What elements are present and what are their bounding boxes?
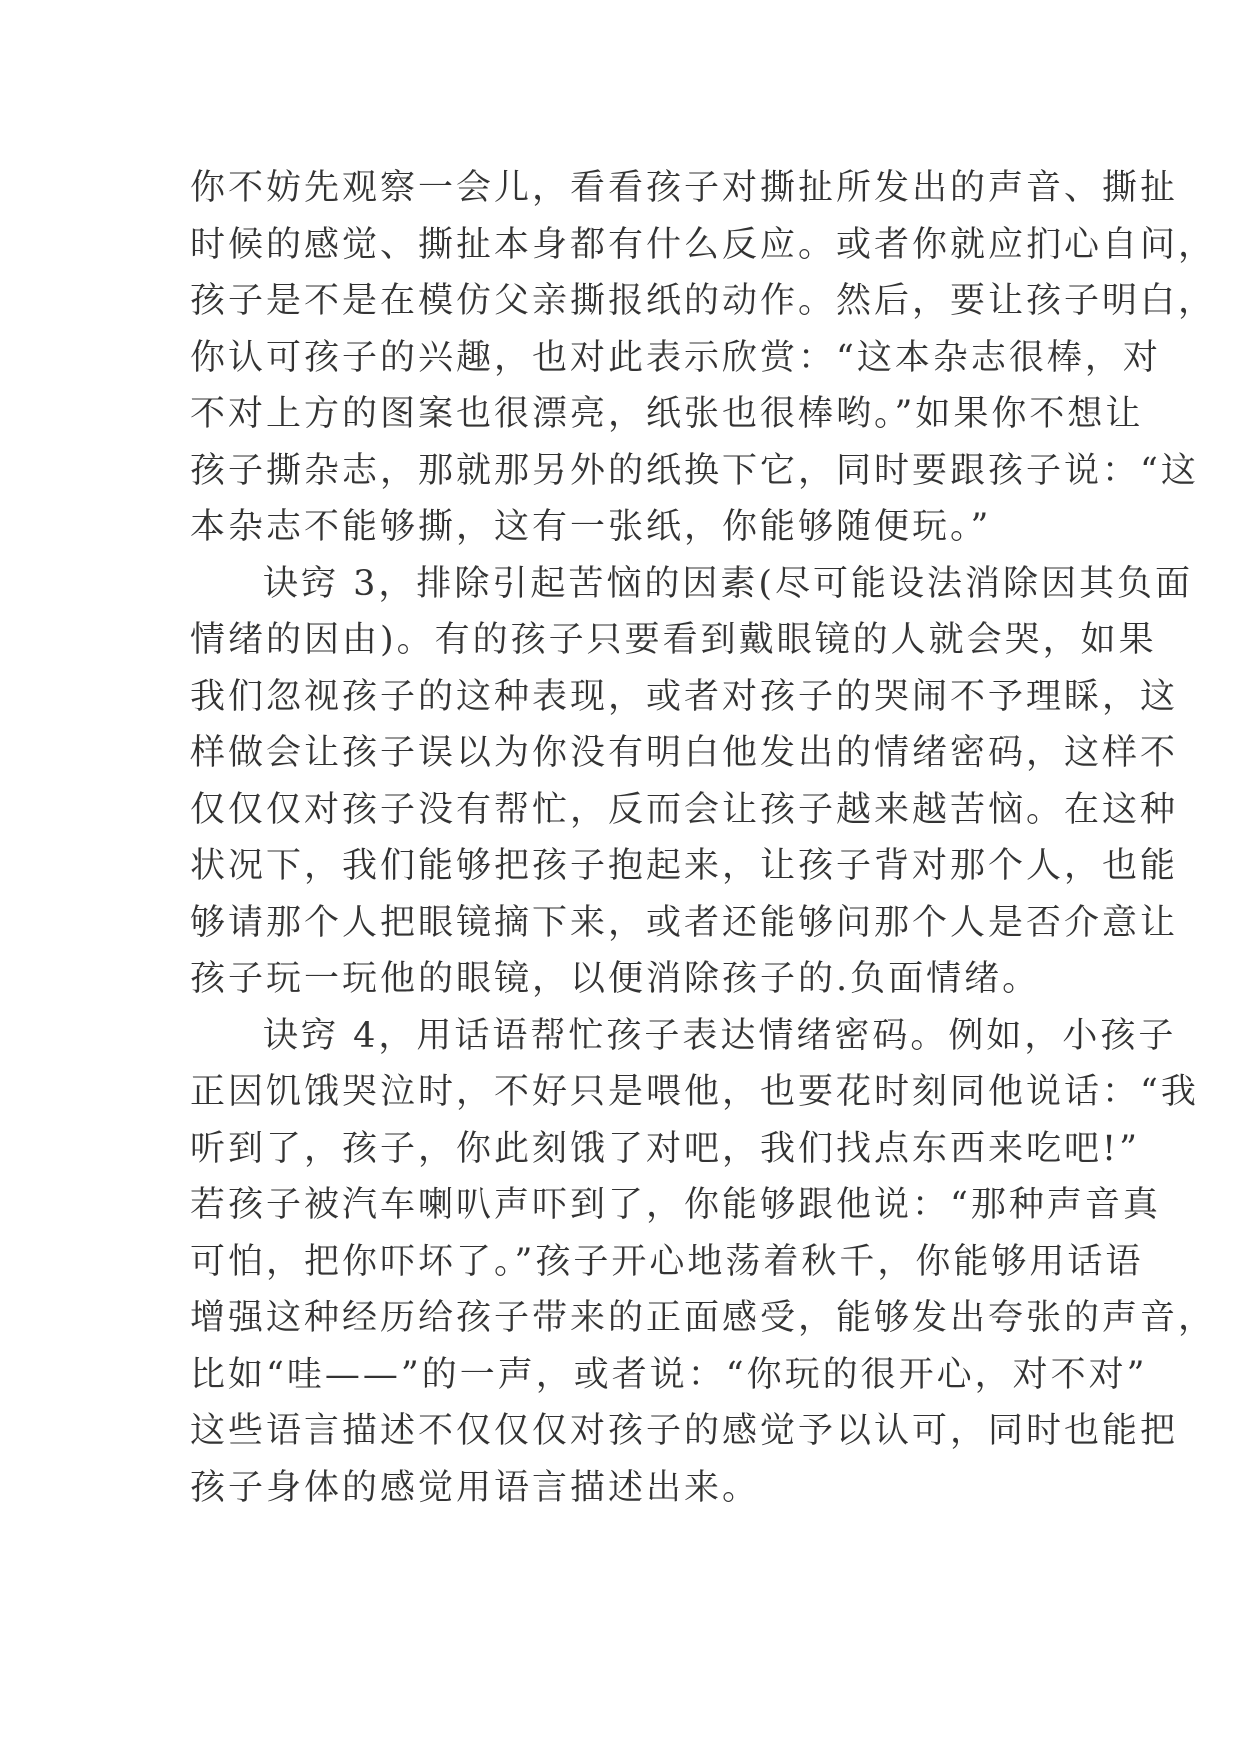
text-line: 时候的感觉、撕扯本身都有什么反应。或者你就应扪心自问， (190, 224, 1217, 265)
text-line: 不对上方的图案也很漂亮，纸张也很棒哟。”如果你不想让 (190, 394, 1144, 434)
text-line: 比如“哇——”的一声，或者说：“你玩的很开心，对不对” (190, 1354, 1148, 1395)
text-line: 我们忽视孩子的这种表现，或者对孩子的哭闹不予理睬，这 (190, 676, 1179, 717)
text-line: 孩子玩一玩他的眼镜，以便消除孩子的.负面情绪。 (190, 959, 1041, 999)
text-line: 孩子身体的感觉用语言描述出来。 (190, 1467, 761, 1508)
text-line: 增强这种经历给孩子带来的正面感受，能够发出夸张的声音， (190, 1298, 1217, 1338)
text-line: 诀窍 3，排除引起苦恼的因素(尽可能设法消除因其负面 (263, 563, 1194, 604)
text-line: 孩子撕杂志，那就那另外的纸换下它，同时要跟孩子说：“这 (190, 450, 1199, 491)
text-line: 若孩子被汽车喇叭声吓到了，你能够跟他说：“那种声音真 (190, 1185, 1161, 1225)
text-line: 本杂志不能够撕，这有一张纸，你能够随便玩。” (190, 507, 992, 547)
text-line: 这些语言描述不仅仅仅对孩子的感觉予以认可，同时也能把 (190, 1411, 1179, 1451)
text-line: 听到了，孩子，你此刻饿了对吧，我们找点东西来吃吧!” (190, 1128, 1140, 1169)
body-text (190, 160, 1217, 1516)
text-line: 诀窍 4，用话语帮忙孩子表达情绪密码。例如，小孩子 (263, 1015, 1177, 1056)
text-line: 正因饥饿哭泣时，不好只是喂他，也要花时刻同他说话：“我 (190, 1072, 1199, 1112)
text-line: 情绪的因由)。有的孩子只要看到戴眼镜的人就会哭，如果 (190, 620, 1157, 660)
text-line: 你不妨先观察一会儿，看看孩子对撕扯所发出的声音、撕扯 (190, 168, 1179, 208)
text-line: 你认可孩子的兴趣，也对此表示欣赏：“这本杂志很棒，对 (190, 337, 1161, 378)
text-line: 状况下，我们能够把孩子抱起来，让孩子背对那个人，也能 (190, 846, 1179, 886)
text-line: 样做会让孩子误以为你没有明白他发出的情绪密码，这样不 (190, 733, 1179, 773)
text-line: 孩子是不是在模仿父亲撕报纸的动作。然后，要让孩子明白， (190, 281, 1217, 321)
text-line: 够请那个人把眼镜摘下来，或者还能够问那个人是否介意让 (190, 902, 1179, 943)
text-line: 仅仅仅对孩子没有帮忙，反而会让孩子越来越苦恼。在这种 (190, 789, 1179, 830)
text-line: 可怕，把你吓坏了。”孩子开心地荡着秋千，你能够用话语 (190, 1241, 1144, 1282)
